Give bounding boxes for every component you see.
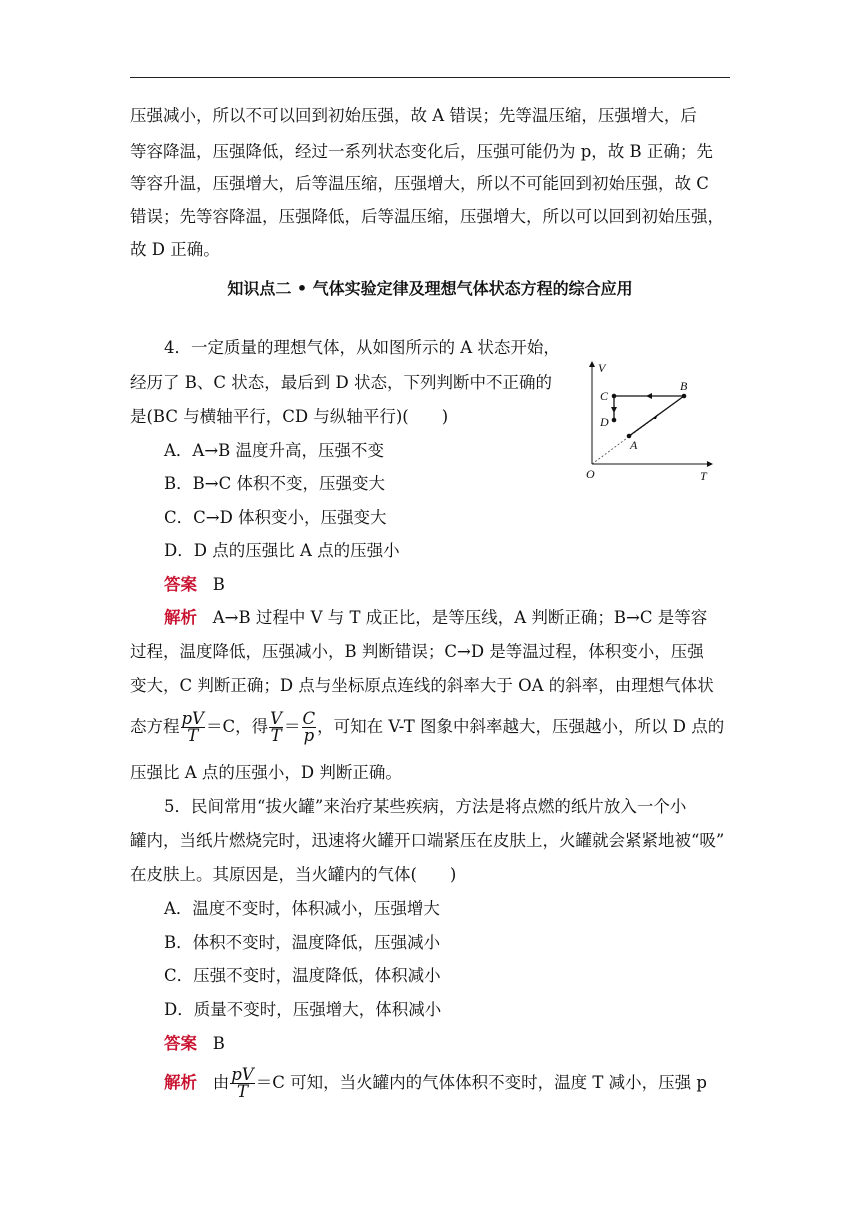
section-heading: 知识点二 • 气体实验定律及理想气体状态方程的综合应用 — [227, 279, 633, 298]
point-c — [612, 394, 617, 399]
analysis-text: ＝C 可知，当火罐内的气体体积不变时，温度 T 减小，压强 p — [255, 1073, 707, 1092]
vt-graph — [580, 356, 720, 486]
q5-stem-line: 5．民间常用“拔火罐”来治疗某些疾病，方法是将点燃的纸片放入一个小 — [164, 797, 687, 816]
point-b — [682, 394, 687, 399]
q5-option-d: D．质量不变时，压强增大，体积减小 — [164, 1000, 442, 1019]
answer-label: 答案 — [164, 575, 197, 594]
q4-option-b: B．B→C 体积不变，压强变大 — [164, 474, 385, 493]
q4-option-c: C．C→D 体积变小，压强变大 — [164, 508, 387, 527]
paragraph-line: 错误；先等容降温，压强降低，后等温压缩，压强增大，所以可以回到初始压强， — [130, 207, 724, 226]
analysis-text: ＝C，得 — [205, 717, 269, 736]
arrow-cd — [611, 407, 617, 413]
arrow-bc — [646, 393, 652, 399]
answer-label: 答案 — [164, 1034, 197, 1053]
answer-value: B — [212, 1034, 225, 1053]
q4-analysis-line: 过程，温度降低，压强减小，B 判断错误；C→D 是等温过程，体积变小，压强 — [130, 642, 704, 661]
point-d-label: D — [600, 415, 609, 429]
analysis-label: 解析 — [164, 608, 197, 627]
header-rule — [130, 77, 730, 78]
q4-stem-line: 是(BC 与横轴平行，CD 与纵轴平行)( ) — [130, 407, 449, 426]
analysis-text: 态方程 — [130, 717, 180, 736]
point-a-label: A — [630, 438, 638, 452]
q5-stem-line: 在皮肤上。其原因是，当火罐内的气体( ) — [130, 865, 457, 884]
q5-analysis-line — [164, 1064, 707, 1102]
q5-option-c: C．压强不变时，温度降低，体积减小 — [164, 966, 441, 985]
q5-stem-line: 罐内，当纸片燃烧完时，迅速将火罐开口端紧压在皮肤上，火罐就会紧紧地被“吸” — [130, 831, 725, 850]
analysis-label: 解析 — [164, 1073, 197, 1092]
paragraph-line: 故 D 正确。 — [130, 240, 220, 259]
paragraph-line: 等容升温，压强增大，后等温压缩，压强增大，所以不可能回到初始压强，故 C — [130, 174, 709, 193]
q4-stem-line: 4．一定质量的理想气体，从如图所示的 A 状态开始， — [164, 338, 560, 357]
analysis-text: ＝ — [284, 717, 301, 736]
q5-option-a: A．温度不变时，体积减小，压强增大 — [164, 899, 440, 918]
fraction-V-over-T: $\frac{V}{T}$ — [270, 709, 283, 745]
fraction-pV-over-T: $\frac{pV}{T}$ — [231, 1065, 254, 1101]
paragraph-line: 等容降温，压强降低，经过一系列状态变化后，压强可能仍为 p，故 B 正确；先 — [130, 142, 713, 161]
answer-value: B — [212, 575, 225, 594]
analysis-text: 由 — [212, 1073, 230, 1092]
q4-analysis-line: 变大，C 判断正确；D 点与坐标原点连线的斜率大于 OA 的斜率，由理想气体状 — [130, 676, 714, 695]
q5-answer — [164, 1034, 225, 1054]
q4-answer — [164, 575, 225, 595]
analysis-text: ，可知在 V-T 图象中斜率越大，压强越小，所以 D 点的 — [317, 717, 725, 736]
q4-analysis-formula-line — [130, 708, 724, 746]
origin-label: O — [586, 467, 595, 481]
q4-analysis-line: 压强比 A 点的压强小，D 判断正确。 — [130, 763, 402, 782]
arrow-ab — [652, 414, 658, 419]
point-b-label: B — [680, 379, 688, 393]
q4-analysis-line — [164, 608, 707, 628]
analysis-text: A→B 过程中 V 与 T 成正比，是等压线，A 判断正确；B→C 是等容 — [212, 608, 708, 627]
v-axis-label: V — [598, 361, 606, 375]
paragraph-line: 压强减小，所以不可以回到初始压强，故 A 错误；先等温压缩，压强增大，后 — [130, 106, 697, 125]
q4-stem-line: 经历了 B、C 状态，最后到 D 状态，下列判断中不正确的 — [130, 373, 552, 392]
point-c-label: C — [600, 389, 609, 403]
t-axis-label: T — [700, 469, 707, 483]
point-d — [612, 418, 617, 423]
q4-option-a: A．A→B 温度升高，压强不变 — [164, 441, 385, 460]
fraction-C-over-p: $\frac{C}{p}$ — [302, 709, 316, 745]
fraction-pV-over-T: $\frac{pV}{T}$ — [181, 709, 204, 745]
q5-option-b: B．体积不变时，温度降低，压强减小 — [164, 933, 441, 952]
q4-option-d: D．D 点的压强比 A 点的压强小 — [164, 541, 400, 560]
